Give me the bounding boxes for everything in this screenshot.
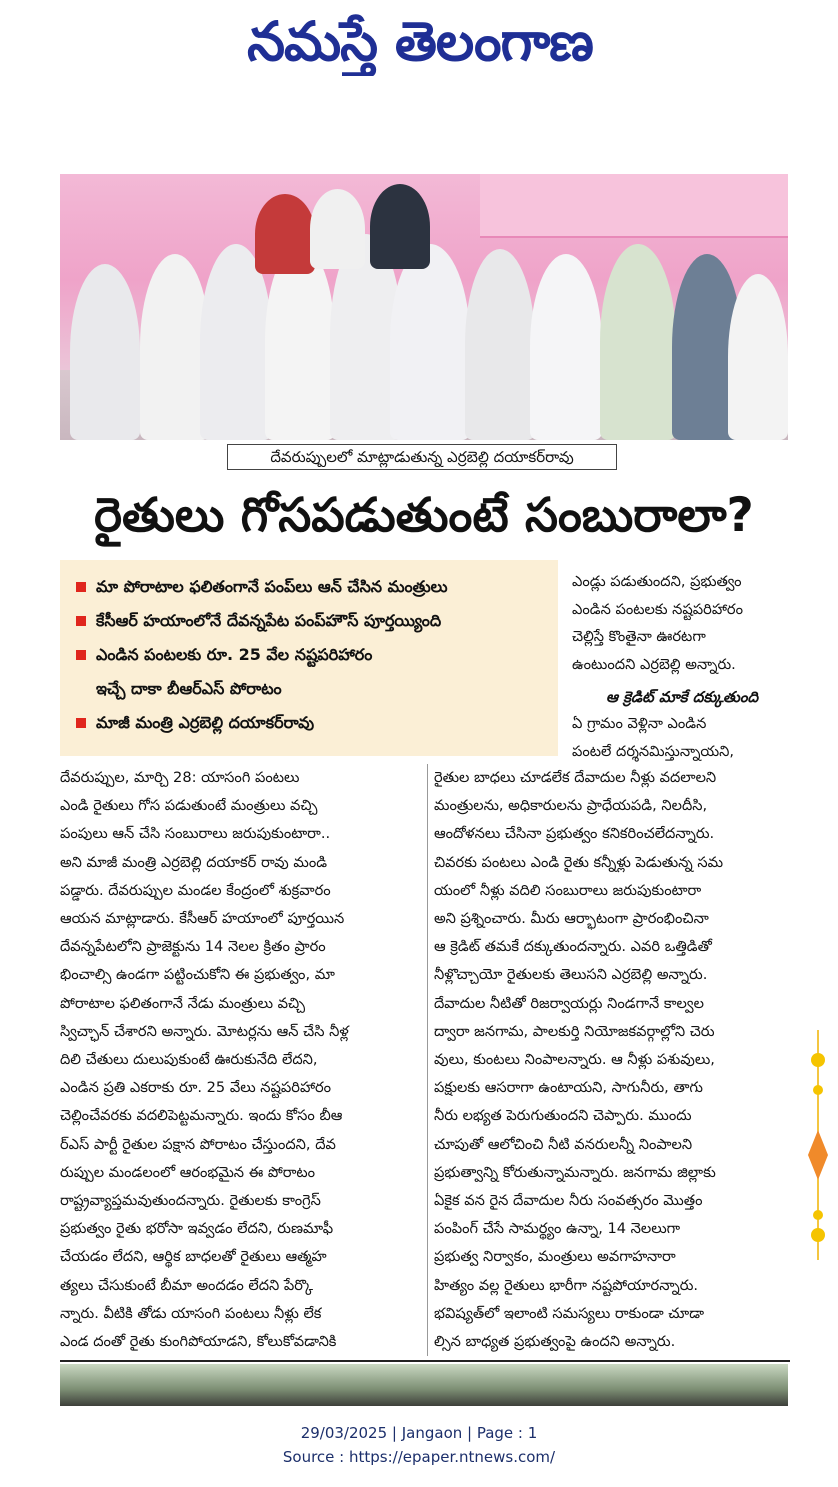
text-line: దేవాదుల నీటితో రిజర్వాయర్లు నిండగానే కాల్వల [434,994,704,1012]
text-line: పడ్డారు. దేవరుప్పుల మండల కేంద్రంలో శుక్రవారం [60,881,331,899]
column-divider [427,764,428,1356]
text-line: ప్రభుత్వ నిర్వాకం, మంత్రులు అవగాహనారా [434,1248,676,1266]
text-line: ఎండిన పంటలకు నష్టపరిహారం [572,600,743,618]
news-photo [60,174,788,440]
bullet-icon [76,582,86,592]
text-line: ఎండ్లు పడుతుందని, ప్రభుత్వం [572,573,742,590]
text-line: రుప్పుల మండలంలో ఆరంభమైన ఈ పోరాటం [60,1163,316,1181]
text-line: ఆ క్రెడిట్ తమకే దక్కుతుందన్నారు. ఎవరి ఒత్తిడితో [434,938,712,956]
text-line: ఏకైక వన రైన దేవాదుల నీరు సంవత్సరం మొత్తం [434,1192,703,1209]
highlight-text: మాజీ మంత్రి ఎర్రబెల్లి దయాకర్‌రావు [96,713,315,732]
bullet-icon [76,616,86,626]
text-line: దేవన్నపేటలోని ప్రాజెక్టును 14 నెలల క్రితం ప్రారం [60,938,326,956]
text-line: దిలి చేతులు దులుపుకుంటే ఊరుకునేది లేదని, [60,1051,318,1068]
text-line: న్నారు. వీటికి తోడు యాసంగి పంటలు నీళ్లు లేక [60,1304,322,1322]
photo-person [255,194,315,274]
text-line: అని ప్రశ్నించారు. మీరు ఆర్భాటంగా ప్రారంభించినా [434,910,709,927]
highlight-item [72,604,548,638]
highlight-item [72,638,548,672]
text-line: ఉంటుందని ఎర్రబెల్లి అన్నారు. [572,655,736,673]
text-line: పోరాటాల ఫలితంగానే నేడు మంత్రులు వచ్చి [60,994,306,1012]
text-line: నీరు లభ్యత పెరుగుతుందని చెప్పారు. ముందు [434,1107,692,1125]
bullet-icon [76,650,86,660]
text-line: పంపింగ్ చేసే సామర్థ్యం ఉన్నా, 14 నెలలుగా [434,1220,681,1238]
text-line: రైతుల బాధలు చూడలేక దేవాదుల నీళ్లు వదలాలని [434,769,717,786]
photo-person [600,244,676,440]
text-line: చేయడం లేదని, ఆర్థిక బాధలతో రైతులు ఆత్మహ [60,1248,327,1266]
text-line: పంటలే దర్శనమిస్తున్నాయని, [572,742,735,760]
text-line: స్విచ్ఛాన్ చేశారని అన్నారు. మోటర్లను ఆన్ చేసి నీళ్ల [60,1022,349,1040]
text-line: చూపుతో ఆలోచించి నీటి వనరులన్నీ నింపాలని [434,1135,693,1153]
text-line: హిత్యం వల్ల రైతులు భారీగా నష్టపోయారన్నారు. [434,1276,699,1294]
highlight-continuation: ఇచ్చే దాకా బీఆర్ఎస్ పోరాటం [96,679,282,698]
text-line: ఏ గ్రామం వెళ్లినా ఎండిన [572,715,707,732]
photo-person [530,254,602,440]
text-line: నీళ్లొచ్చాయో రైతులకు తెలుసని ఎర్రబెల్లి అన్నారు. [434,966,708,984]
text-line: పంపులు ఆన్ చేసి సంబురాలు జరుపుకుంటారా.. [60,825,331,843]
text-line: ఆందోళనలు చేసినా ప్రభుత్వం కనికరించలేదన్నారు. [434,825,715,843]
text-line: చెల్లిస్తే కొంతైనా ఊరటగా [572,628,706,645]
photo-caption: దేవరుప్పులలో మాట్లాడుతున్న ఎర్రబెల్లి దయాకర్‌రావు [227,444,617,470]
footer-source-line: Source : https://epaper.ntnews.com/ [282,1448,556,1466]
text-line: ల్సిన బాధ్యత ప్రభుత్వంపై ఉందని అన్నారు. [434,1333,676,1350]
text-line: పక్షులకు ఆసరాగా ఉంటాయని, సాగునీరు, తాగు [434,1079,703,1097]
bullet-icon [76,718,86,728]
highlight-item [72,570,548,604]
highlight-text: ఎండిన పంటలకు రూ. 25 వేల నష్టపరిహారం [96,645,373,664]
text-line: దేవరుప్పుల, మార్చి 28: యాసంగి పంటలు [60,769,300,786]
photo-person [310,189,365,269]
text-line: మంత్రులను, అధికారులను ప్రాధేయపడి, నిలదీసి, [434,797,708,815]
text-line: ఎండ దంతో రైతు కుంగిపోయాడని, కోలుకోవడానికి [60,1333,337,1350]
text-line: అని మాజీ మంత్రి ఎర్రబెల్లి దయాకర్ రావు మండి [60,853,328,871]
masthead-title: నమస్తే తెలంగాణ [247,10,593,73]
text-line: ప్రభుత్వం రైతు భరోసా ఇవ్వడం లేదని, రుణమాఫీ [60,1220,334,1238]
highlight-text: మా పోరాటాల ఫలితంగానే పంప్‌లు ఆన్ చేసిన మంత్రులు [96,577,448,596]
text-line: ద్వారా జనగామ, పాలకుర్తి నియోజకవర్గాల్లోని చెరు [434,1022,715,1040]
text-line: చెల్లించేవరకు వదలిపెట్టమన్నారు. ఇందు కోసం బీఆ [60,1107,343,1125]
text-line: రాష్ట్రవ్యాప్తమవుతుందన్నారు. రైతులకు కాంగ్రెస్ [60,1192,321,1209]
text-line: ప్రభుత్వాన్ని కోరుతున్నామన్నారు. జనగామ జిల్లాకు [434,1163,716,1181]
text-line: వులు, కుంటలు నింపాలన్నారు. ఆ నీళ్లు పశువులు, [434,1051,715,1068]
photo-person [70,264,140,440]
text-line: త్యలు చేసుకుంటే బీమా అందడం లేదని పేర్కొ [60,1276,314,1294]
bottom-photo [60,1364,788,1406]
text-line: భించాల్సి ఉండగా పట్టించుకోని ఈ ప్రభుత్వం, మా [60,966,335,984]
highlights-box [60,560,558,756]
side-ornament [808,1030,828,1260]
highlight-item [72,706,548,740]
photo-person [728,274,788,440]
photo-banner [480,174,788,238]
text-line: చివరకు పంటలు ఎండి రైతు కన్నీళ్లు పెడుతున్న సమ [434,853,724,871]
photo-person [465,249,535,440]
text-line: భవిష్యత్‌లో ఇలాంటి సమస్యలు రాకుండా చూడా [434,1304,704,1322]
highlight-text: కేసీఆర్ హయాంలోనే దేవన్నపేట పంప్‌హౌస్ పూర్తయ్యింది [96,611,442,630]
subheading: ఆ క్రెడిట్ మాకే దక్కుతుంది [605,688,759,706]
text-line: యంలో నీళ్లు వదిలి సంబురాలు జరుపుకుంటారా [434,881,702,899]
text-line: ర్ఎస్ పార్టీ రైతుల పక్షాన పోరాటం చేస్తుందని, దేవ [60,1135,336,1153]
footer-date-line: 29/03/2025 | Jangaon | Page : 1 [300,1424,538,1442]
text-line: ఎండిన ప్రతి ఎకరాకు రూ. 25 వేలు నష్టపరిహారం [60,1079,332,1097]
photo-person [390,244,470,440]
section-divider [60,1360,790,1362]
text-line: ఎండి రైతులు గోస పడుతుంటే మంత్రులు వచ్చి [60,797,318,815]
photo-person [370,184,430,269]
text-line: ఆయన మాట్లాడారు. కేసీఆర్ హయాంలో పూర్తయిన [60,910,345,927]
headline: రైతులు గోసపడుతుంటే సంబురాలా? [94,488,754,543]
